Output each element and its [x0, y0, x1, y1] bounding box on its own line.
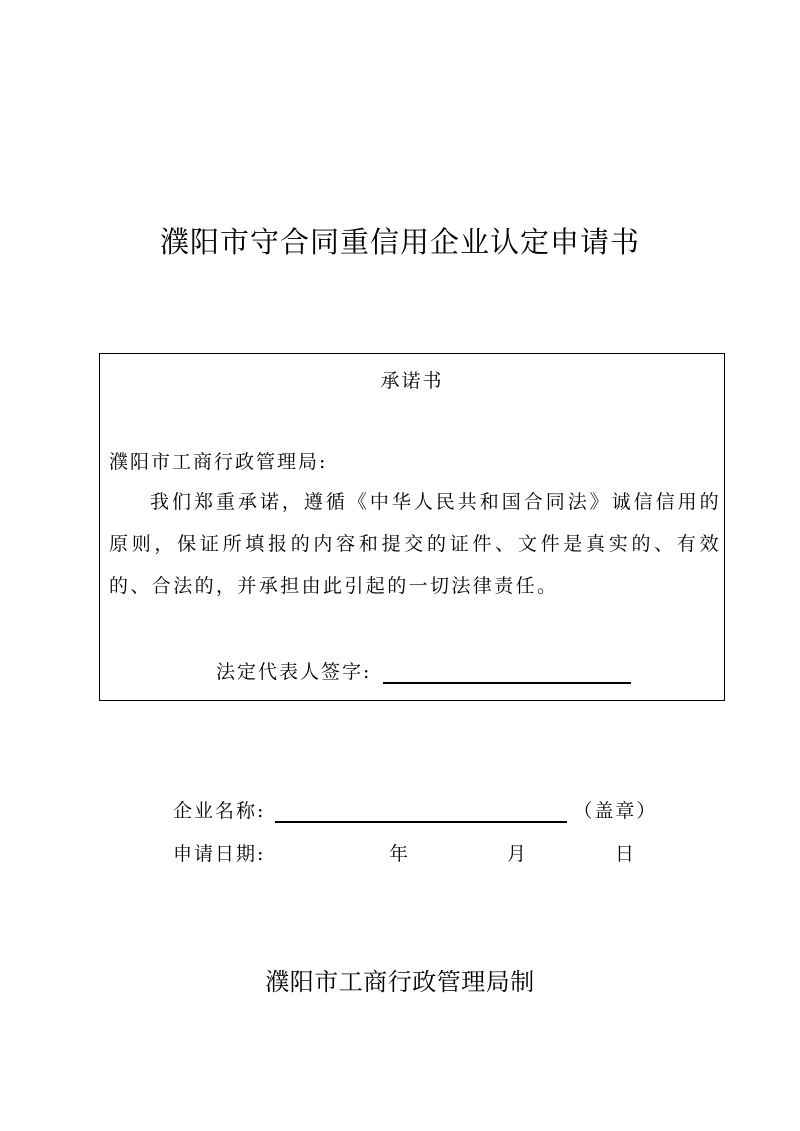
pledge-addressee: 濮阳市工商行政管理局:: [109, 451, 328, 473]
signature-row: [216, 657, 631, 684]
seal-note: （盖章）: [573, 800, 658, 822]
pledge-box: [99, 353, 725, 701]
company-name-row: [173, 796, 657, 823]
date-month-unit: 月: [507, 843, 529, 865]
pledge-body-text: 我们郑重承诺，遵循《中华人民共和国合同法》诚信信用的原则，保证所填报的内容和提交的证件、文件是真实的、有效的、合法的，并承担由此引起的一切法律责任。: [109, 491, 721, 597]
company-name-label: 企业名称:: [173, 800, 266, 822]
application-date-label: 申请日期:: [173, 843, 266, 865]
company-name-line[interactable]: [275, 799, 567, 823]
document-title: 濮阳市守合同重信用企业认定申请书: [159, 225, 640, 259]
signature-line[interactable]: [383, 660, 631, 684]
application-date-row: [173, 839, 673, 865]
date-year-unit: 年: [389, 843, 411, 865]
signature-label: 法定代表人签字:: [216, 661, 372, 683]
pledge-heading: 承诺书: [380, 370, 444, 392]
issuer-footer: 濮阳市工商行政管理局制: [265, 968, 535, 996]
date-day-unit: 日: [615, 843, 637, 865]
